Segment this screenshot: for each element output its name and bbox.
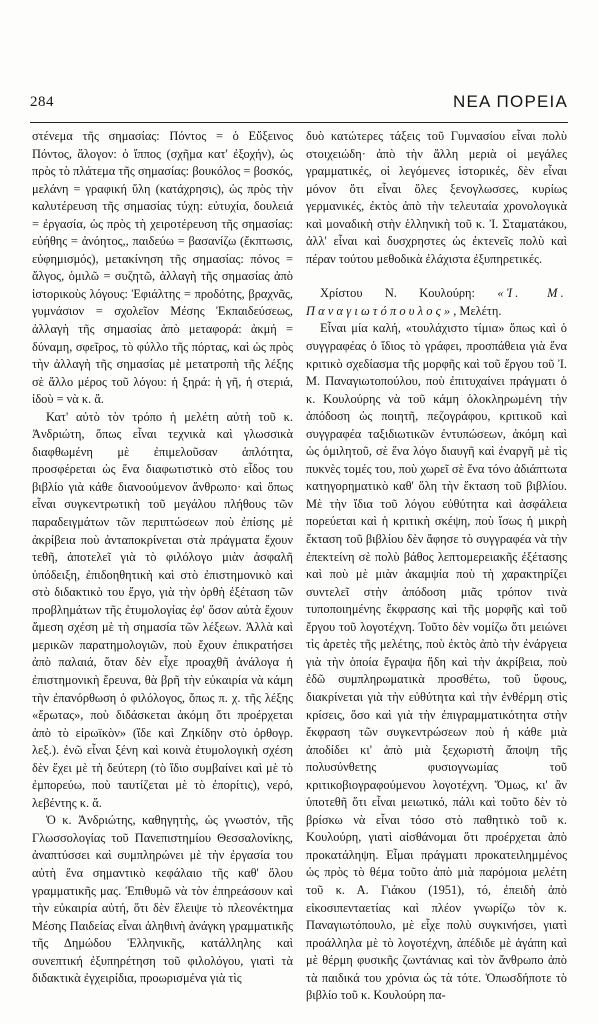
- section-gap: [306, 268, 567, 285]
- running-head: ΝΕΑ ΠΟΡΕΙΑ: [453, 92, 568, 111]
- header-rule: [30, 122, 568, 123]
- paragraph: Ὁ κ. Ἀνδριώτης, καθηγητὴς, ὡς γνωστόν, τῆς Γλωσσολογίας τοῦ Πανεπιστημίου Θεσσαλονίκης, ἀναπτύσσει καὶ συμπληρώνει μὲ τὴν ἐργασία του αὐτὴ ἕνα σημαντικὸ κεφάλαιο τῆς καθ' ὅλου γραμματικῆς μας. Ἐπιθυμῶ νὰ τὸν ἐπηρεάσουν καὶ τὴν εὐκαιρία αὐτή, ὅτι δὲν ἔλειψε τὸ πλεονέκτημα Μέσης Παιδείας εἶναι ἀληθινὴ ἀνάγκη γραμματικῆς τῆς Δημώδου Ἑλληνικῆς, κατάλληλης καὶ συνεπτική ἐξυπηρέτηση τοῦ φιλολόγου, γιατὶ τὰ διδακτικὰ ἐγχειρίδια, προωρισμένα γιὰ τὶς: [32, 813, 293, 986]
- left-column: [32, 128, 293, 988]
- paragraph: Εἶναι μία καλή, «τουλάχιστο τίμια» ὅπως καὶ ὁ συγγραφέας ὁ ἴδιος τὸ γράφει, προσπάθεια γιὰ ἕνα κριτικὸ σχεδίασμα τῆς μορφῆς καὶ τοῦ ἔργου τοῦ Ἰ. Μ. Παναγιωτοπούλου, ποὺ ἐπιτυχαίνει πράγματι ὁ κ. Κουλούρης νὰ τοῦ κάμη ὁλοκληρωμένη τὴν ἀπόδοση ὡς ποιητῆ, πεζογράφου, κριτικοῦ καὶ συγγραφέα ταξιδιωτικῶν ἐντυπώσεων, ἀκόμη καὶ ὡς ὁμιλητοῦ, σὲ ἕνα λόγο διαυγῆ καὶ ἐναργῆ μὲ τὶς πυκνὲς τομές του, ποὺ χωρεῖ σὲ ἕνα τόνο ἀδιάπτωτα κατηγορηματικὸ καθ' ὅλη τὴν ἔκταση τοῦ βιβλίου. Μὲ τὴν ἴδια τοῦ λόγου εὐθύτητα καὶ ἀσφάλεια πορεύεται καὶ ἡ κριτικὴ σκέψη, ποὺ ἴσως ἡ μικρὴ ἔκταση τοῦ βιβλίου δὲν ἄφησε τὸ συγγραφέα νὰ τὴν ἐπεκτείνη σὲ πολὺ βάθος λεπτομερειακῆς ἐξέτασης καὶ ποὺ μὲ μιὰν ἀκαμψία ποὺ τὴ χαρακτηρίζει συντελεῖ στὴν ἀπόδοση μιᾶς τρόπον τινὰ τυποποιημένης ἔκφρασης καὶ τῆς μορφῆς καὶ τοῦ ἔργου τοῦ λογοτέχνη. Τοῦτο δὲν νομίζω ὅτι μειώνει τὶς ἀρετὲς τῆς μελέτης, ποὺ ἐκτὸς ἀπὸ τὴν ἐνάργεια γιὰ τὴν ὁποία ἔγραψα ἤδη καὶ τὴν ἀκρίβεια, ποὺ ἐδῶ συμπληρωματικὰ προσθέτω, τοῦ ὕφους, διακρίνεται γιὰ τὴν εὐθύτητα καὶ τὴν ἐνθέρμη στὶς κρίσεις, ὅσο καὶ γιὰ τὴν ἐπιγραμματικότητα στὴν ἔκφραση τῶν συγκεντρώσεων ποὺ ἡ κάθε μιὰ ἀποδίδει κι' ἀπὸ μιὰ ξεχωριστὴ ἄποψη τῆς πολυσύνθετης φυσιογνωμίας τοῦ κριτικοβιογραφούμενου λογοτέχνη. Ὅμως, κι' ἂν ὑποτεθῆ ὅτι εἶναι μειωτικό, πάλι καὶ τοῦτο δὲν τὸ βρίσκω νὰ εἶναι τόσο στὸ παθητικὸ τοῦ κ. Κουλούρη, γιατὶ αἰσθάνομαι ὅτι προέρχεται ἀπὸ προκατάληψη. Εἶμαι πράγματι προκατειλημμένος ὡς πρὸς τὸ θέμα τοῦτο ἀπὸ μιὰ παρόμοια μελέτη τοῦ κ. Α. Γιάκου (1951), τό, ἐπειδὴ ἀπὸ εἰκοσιπενταετίας καὶ πλέον γνωρίζω τὸν κ. Παναγιωτόπουλο, μὲ εἶχε πολὺ συγκινήσει, γιατὶ προάλληλα μὲ τὸ λογοτέχνη, ἀπέδιδε μὲ ἀγάπη καὶ μὲ θέρμη φυσικῆς ζωντάνιας καὶ τὸν ἄνθρωπο ἀπὸ τὰ παιδικά του χρόνια ὡς τὰ τότε. Ὁπωσδήποτε τὸ βιβλίο τοῦ κ. Κουλούρη πα-: [306, 321, 567, 1003]
- paragraph: Κατ' αὐτὸ τὸν τρόπο ἡ μελέτη αὐτὴ τοῦ κ. Ἀνδριώτη, ὅπως εἶναι τεχνικὰ καὶ γλωσσικὰ διαφθωμένη μὲ ἐπιμελοῦσαν ἁπλότητα, προσφέρεται ὡς ἕνα διαφωτιστικὸ στὸ εἶδος του βιβλίο γιὰ κάθε διανοούμενον ἄνθρωπο· καὶ ὅπως εἶναι συγκεντρωτικὴ τοῦ μεγάλου πλήθους τῶν παραδειγμάτων τῶν περιπτώσεων ποὺ ἐπίσης μὲ ἀκρίβεια ποὺ ἀνταποκρίνεται στὰ πράγματα ἔχουν τεθῆ, ἀποτελεῖ γιὰ τὸ φιλόλογο μιὰν ἀσφαλῆ ὑπόδειξη, ἐπιδοηθητικὴ καὶ στὸ ἐπιστημονικὸ καὶ στὸ διδακτικὸ του ἔργο, γιὰ τὴν ὀρθὴ ἐξέταση τῶν προβλημάτων τῆς ἐτυμολογίας ἐφ' ὅσον αὐτὰ ἔχουν ἄμεση σχέση μὲ τὴ σημασία τῶν λέξεων. Ἀλλὰ καὶ μερικῶν παρατημολογιῶν, ποὺ ἔχουν ἐπικρατήσει ἀπὸ παλαιά, ὅταν δὲν εἶχε προαχθῆ ἀνάλογα ἡ ἐπιστημονικὴ ἔρευνα, θὰ βρῆ τὴν εὐκαιρία νὰ κάμη τὴν ἐπανόρθωση ὁ φιλόλογος, ὅπως π. χ. τῆς λέξης «ἔρωτας», ποὺ διδάσκεται ἀκόμη ὅτι προέρχεται ἀπὸ τὸ εἰρωϊκὸν» (ἴδε καὶ Ζηκίδην στὸ ὀρθογρ. λεξ.). ἐνῶ εἶναι ξένη καὶ κοινὰ ἐτυμολογικὴ σχέση δὲν ἔχει μὲ τὴ δεύτερη (τὸ ἴδιο συμβαίνει καὶ μὲ τὸ ἐμπορεύω, ποὺ ταυτίζεται μὲ τὸ ἐπορίτις), νερό, λεβέντης κ. ἄ.: [32, 409, 293, 810]
- review-suffix: , Μελέτη.: [453, 303, 502, 318]
- review-title: «Ἰ. Μ. Παναγιωτόπουλος»: [306, 286, 567, 318]
- review-heading: [306, 285, 567, 320]
- paragraph: στένεμα τῆς σημασίας: Πόντος = ὁ Εὔξεινος Πόντος, ἄλογον: ὁ ἵππος (σχῆμα κατ' ἐξοχήν), ὡς πρὸς τὸ πλάτεμα τῆς σημασίας: βουκόλος = βοσκός, μελάνη = γραφική ὕλη (κατάχρησις), ὡς πρὸς τὴν καλυτέρευση τῆς σημασίας τύχη: εὐτυχία, δουλειά = ἐργασία, ὡς πρὸς τὴ χειροτέρευση τῆς σημασίας: εὐήθης = ἀνόητος,, παιδεύω = βασανίζω (ἔκπτωσις, εὐφημισμός), μετακίνηση τῆς σημασίας: πόνος = ἄλγος, ὁμιλῶ = συζητῶ, ἀλλαγὴ τῆς σημασίας ἀπὸ ἱστορικοὺς λόγους: Ἐφιάλτης = προδότης, βραχνᾶς, γυμνάσιον = σχολεῖον Μέσης Ἐκπαιδεύσεως, ἀλλαγὴ τῆς σημασίας ἀπὸ μεταφορά: ἀκμή = δύναμη, σφεῖρος, τὸ φύλλο τῆς πόρτας, καὶ ὡς πρὸς τὴν ἀλλαγὴ τῆς σημασίας μὲ μετατροπὴ τῆς λέξης σὲ ἄλλο μέρος τοῦ λόγου: ἡ ξηρά: ἡ γῆ, ἡ στεριά, ἰδοὺ = νὰ κ. ἄ.: [32, 129, 293, 407]
- review-author: Χρίστου Ν. Κουλούρη:: [320, 286, 475, 301]
- page-header: [30, 94, 568, 116]
- paragraph: δυὸ κατώτερες τάξεις τοῦ Γυμνασίου εἶναι πολὺ στοιχειώδη· ἀπὸ τὴν ἄλλη μεριὰ οἱ μεγάλες γραμματικές, οἱ λεγόμενες ἱστορικές, δὲν εἶναι μόνον ὅτι εἶναι ὅλες ξενογλωσσες, κυρίως γερμανικές, ἐκτὸς ἀπὸ τὴν τελευταία χρονολογικὰ καὶ μοναδικὴ στὴν ἑλληνικὴ τοῦ κ. Ἰ. Σταματάκου, ἀλλ' εἶναι καὶ δυσχρηστες ὡς ἐκτενεῖς πολὺ καὶ πέραν τούτου μεθοδικὰ ἐλάχιστα ἐξυπηρετικές.: [306, 129, 567, 266]
- page-number: 284: [30, 94, 54, 110]
- right-column: [306, 128, 567, 1005]
